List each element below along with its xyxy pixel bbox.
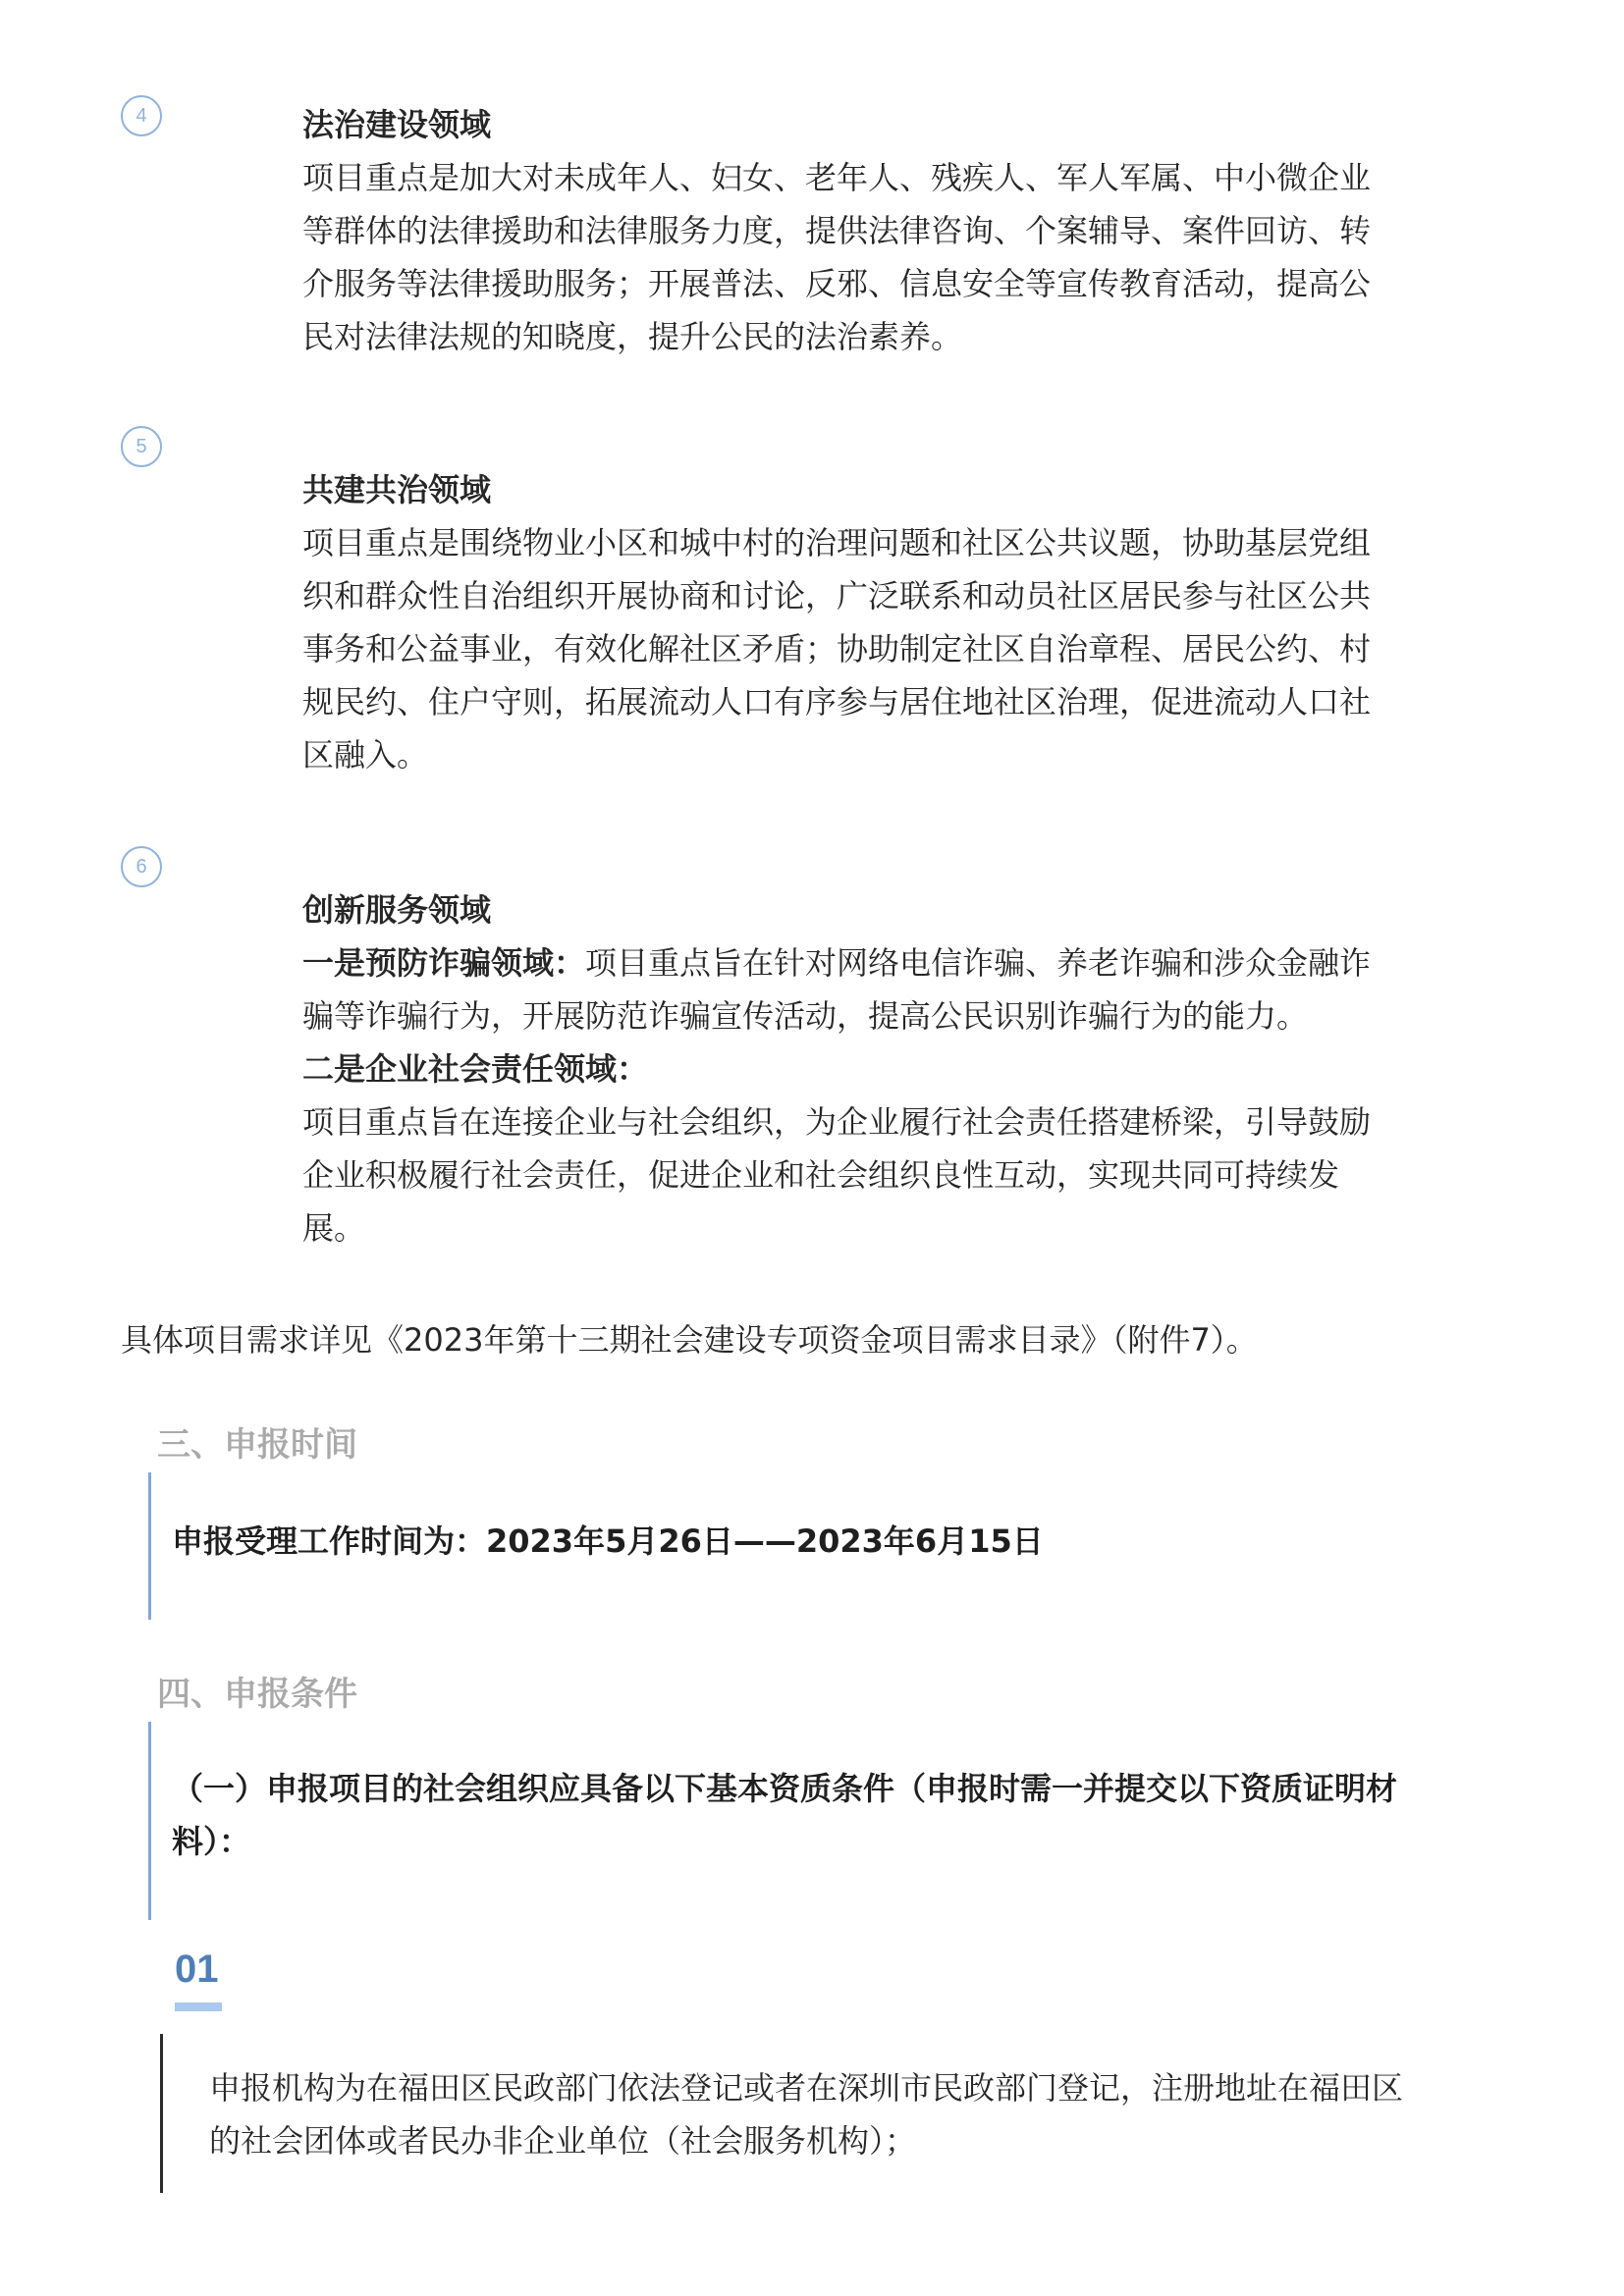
item-bar bbox=[160, 2034, 163, 2193]
section-title: 创新服务领域 bbox=[302, 891, 492, 929]
section-title: 法治建设领域 bbox=[302, 106, 492, 143]
subsection-text: 项目重点旨在针对网络电信诈骗、养老诈骗和涉众金融诈 bbox=[585, 944, 1372, 982]
item-line: 申报机构为在福田区民政部门依法登记或者在深圳市民政部门登记，注册地址在福田区 bbox=[209, 2069, 1404, 2107]
section-co-governance bbox=[302, 463, 1481, 781]
heading-application-conditions: 四、申报条件 bbox=[157, 1675, 357, 1714]
conditions-line: 料）： bbox=[172, 1823, 251, 1860]
section-line: 事务和公益事业，有效化解社区矛盾；协助制定社区自治章程、居民公约、村 bbox=[302, 630, 1372, 667]
section-line: 展。 bbox=[302, 1209, 366, 1247]
section-line: 区融入。 bbox=[302, 736, 429, 774]
section-line bbox=[302, 936, 1481, 989]
accent-bar bbox=[148, 1472, 151, 1620]
section-number-4: 4 bbox=[121, 95, 162, 136]
subsection-label: 二是企业社会责任领域： bbox=[302, 1050, 649, 1088]
item-line: 的社会团体或者民办非企业单位（社会服务机构）； bbox=[209, 2122, 917, 2160]
conditions-line: （一）申报项目的社会组织应具备以下基本资质条件（申报时需一并提交以下资质证明材 bbox=[172, 1770, 1398, 1807]
accent-bar bbox=[148, 1722, 151, 1920]
section-number-5: 5 bbox=[121, 426, 162, 467]
section-line: 项目重点旨在连接企业与社会组织，为企业履行社会责任搭建桥梁，引导鼓励 bbox=[302, 1103, 1372, 1141]
section-line: 企业积极履行社会责任，促进企业和社会组织良性互动，实现共同可持续发 bbox=[302, 1156, 1340, 1194]
section-legal-construction bbox=[302, 98, 1481, 363]
section-line: 骗等诈骗行为，开展防范诈骗宣传活动，提高公民识别诈骗行为的能力。 bbox=[302, 997, 1309, 1035]
subsection-label: 一是预防诈骗领域： bbox=[302, 944, 586, 982]
application-time-text: 申报受理工作时间为：2023年5月26日——2023年6月15日 bbox=[172, 1522, 1044, 1560]
section-line: 织和群众性自治组织开展协商和讨论，广泛联系和动员社区居民参与社区公共 bbox=[302, 577, 1372, 614]
item-number-underline bbox=[175, 2002, 222, 2011]
section-number-6: 6 bbox=[121, 846, 162, 887]
section-line: 介服务等法律援助服务；开展普法、反邪、信息安全等宣传教育活动，提高公 bbox=[302, 265, 1372, 302]
heading-application-time: 三、申报时间 bbox=[157, 1425, 357, 1465]
detail-note: 具体项目需求详见《2023年第十三期社会建设专项资金项目需求目录》（附件7）。 bbox=[121, 1321, 1258, 1359]
section-line: 规民约、住户守则，拓展流动人口有序参与居住地社区治理，促进流动人口社 bbox=[302, 683, 1372, 721]
section-innovative-services bbox=[302, 883, 1481, 1255]
conditions-intro bbox=[172, 1762, 1527, 1868]
section-title: 共建共治领域 bbox=[302, 471, 492, 508]
section-line: 等群体的法律援助和法律服务力度，提供法律咨询、个案辅导、案件回访、转 bbox=[302, 212, 1372, 249]
item-number: 01 bbox=[175, 1948, 219, 1991]
section-line: 项目重点是围绕物业小区和城中村的治理问题和社区公共议题，协助基层党组 bbox=[302, 524, 1372, 561]
item-text bbox=[209, 2061, 1530, 2167]
section-line: 项目重点是加大对未成年人、妇女、老年人、残疾人、军人军属、中小微企业 bbox=[302, 159, 1372, 196]
section-line: 民对法律法规的知晓度，提升公民的法治素养。 bbox=[302, 318, 963, 355]
